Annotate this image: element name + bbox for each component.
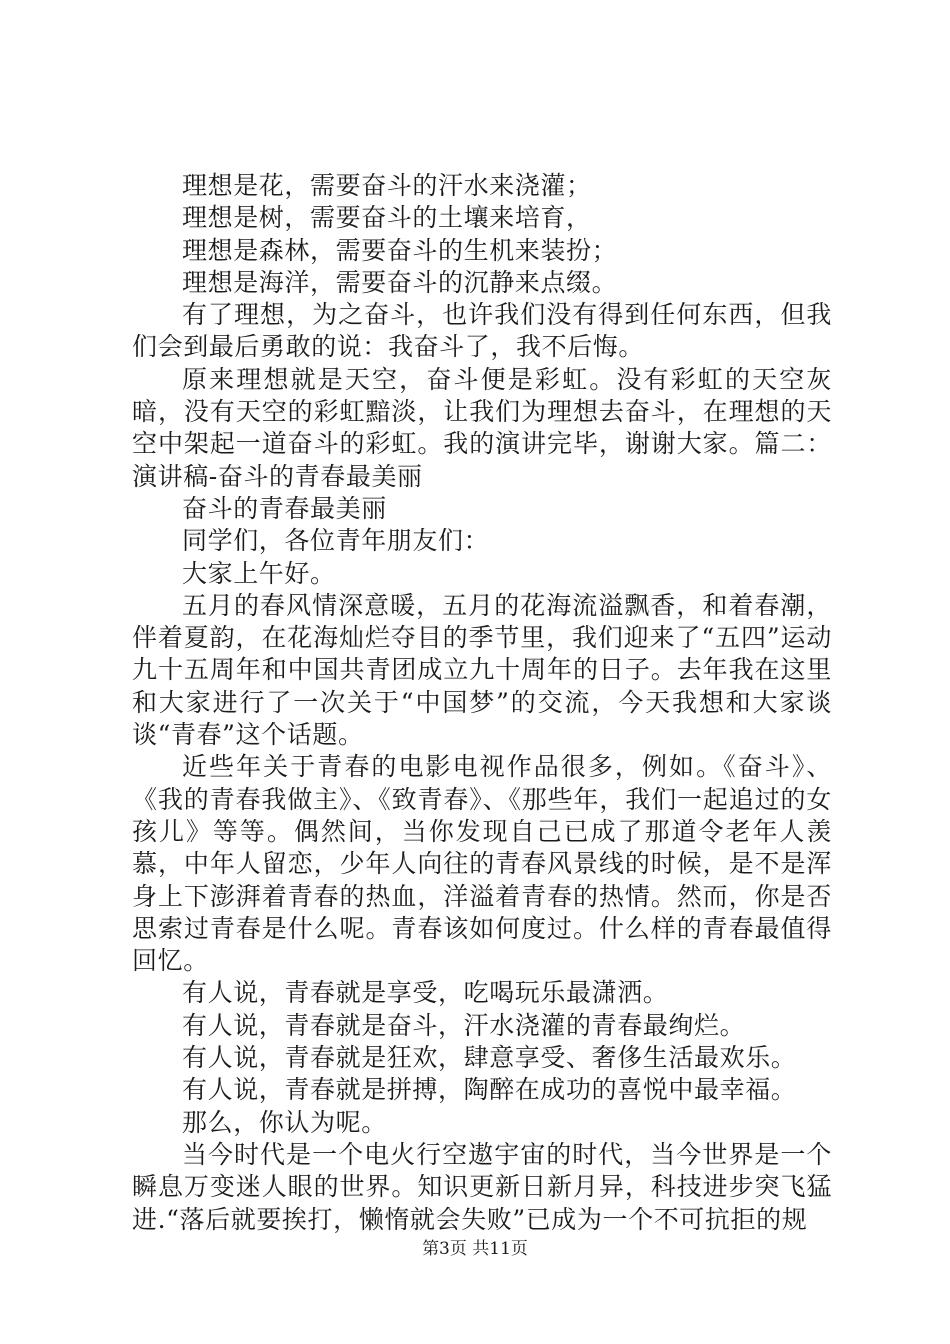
section-heading: 奋斗的青春最美丽 bbox=[182, 493, 387, 523]
paragraph: 有人说，青春就是狂欢，肆意享受、奢侈生活最欢乐。 bbox=[182, 1043, 797, 1073]
paragraph: 有人说，青春就是奋斗，汗水浇灌的青春最绚烂。 bbox=[182, 1010, 746, 1040]
document-body bbox=[132, 170, 832, 1236]
greeting: 大家上午好。 bbox=[182, 558, 336, 588]
paragraph: 理想是花，需要奋斗的汗水来浇灌； bbox=[182, 171, 592, 200]
paragraph: 当今时代是一个电火行空遨宇宙的时代，当今世界是一个瞬息万变迷人眼的世界。知识更新日新月异，科技进步突飞猛进.“落后就要挨打，懒惰就会失败”已成为一个不可抗拒的规 bbox=[132, 1139, 832, 1234]
paragraph: 理想是森林，需要奋斗的生机来装扮； bbox=[182, 235, 618, 265]
paragraph: 原来理想就是天空，奋斗便是彩虹。没有彩虹的天空灰暗，没有天空的彩虹黯淡，让我们为理想去奋斗，在理想的天空中架起一道奋斗的彩虹。我的演讲完毕，谢谢大家。篇二：演讲稿-奋斗的青春最美丽 bbox=[132, 364, 832, 491]
paragraph: 有了理想，为之奋斗，也许我们没有得到任何东西，但我们会到最后勇敢的说：我奋斗了，我不后悔。 bbox=[132, 300, 832, 362]
paragraph: 近些年关于青春的电影电视作品很多，例如。《奋斗》、《我的青春我做主》、《致青春》、《那些年，我们一起追过的女孩儿》等等。偶然间，当你发现自己已成了那道令老年人羡慕，中年人留恋，少年人向往的青春风景线的时候，是不是浑身上下澎湃着青春的热血，洋溢着青春的热情。然而，你是否思索过青春是什么呢。青春该如何度过。什么样的青春最值得回忆。 bbox=[132, 752, 832, 976]
paragraph: 理想是树，需要奋斗的土壤来培育， bbox=[182, 203, 592, 233]
page-footer: 第3页 共11页 bbox=[422, 1239, 528, 1259]
paragraph: 那么，你认为呢。 bbox=[182, 1107, 387, 1137]
paragraph: 有人说，青春就是拼搏，陶醉在成功的喜悦中最幸福。 bbox=[182, 1075, 797, 1105]
paragraph: 五月的春风情深意暖，五月的花海流溢飘香，和着春潮，伴着夏韵，在花海灿烂夺目的季节里，我们迎来了“五四”运动九十五周年和中国共青团成立九十周年的日子。去年我在这里和大家进行了一次关于“中国梦”的交流，今天我想和大家谈谈“青春”这个话题。 bbox=[132, 590, 832, 750]
paragraph: 理想是海洋，需要奋斗的沉静来点缀。 bbox=[182, 267, 618, 297]
salutation: 同学们，各位青年朋友们： bbox=[182, 526, 490, 556]
paragraph: 有人说，青春就是享受，吃喝玩乐最潇洒。 bbox=[182, 978, 669, 1008]
